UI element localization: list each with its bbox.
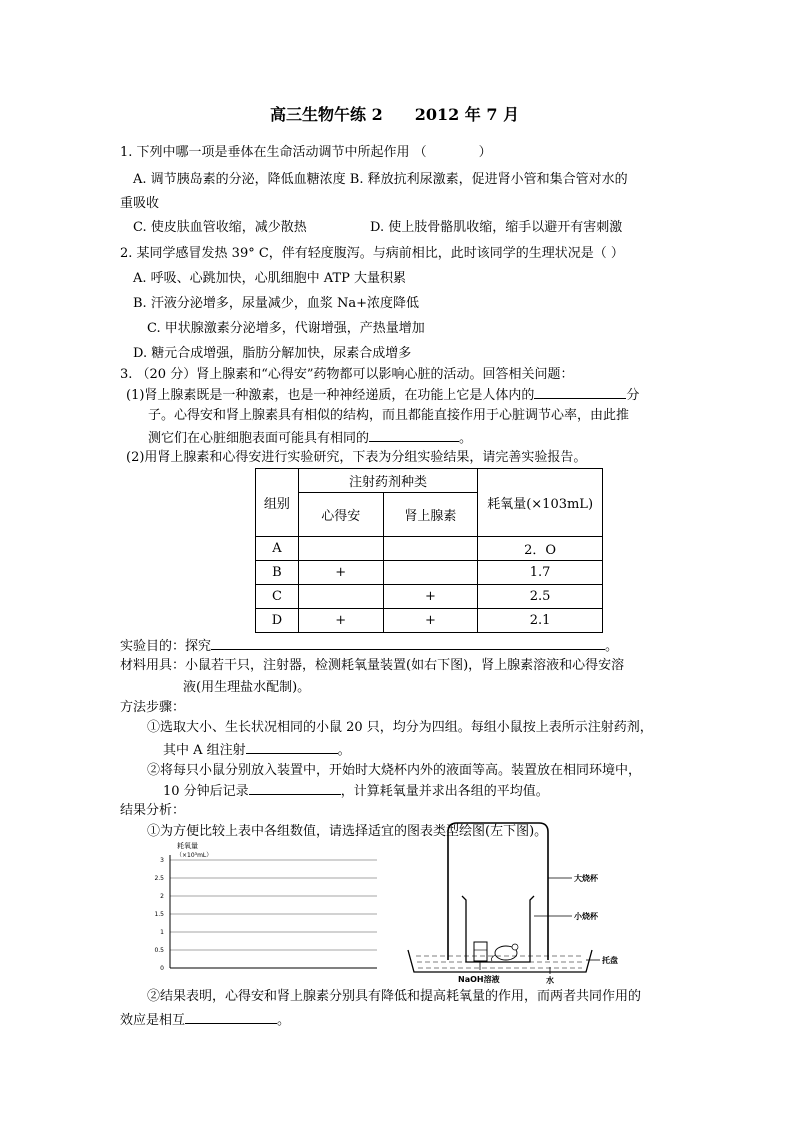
answer-blank-3[interactable]	[211, 636, 605, 650]
answer-blank-5[interactable]	[249, 781, 341, 795]
table-row	[256, 585, 603, 609]
table-cell: D	[256, 609, 299, 633]
method-step1-line1: ①选取大小、生长状况相同的小鼠 20 只，均分为四组。每组小鼠按上表所示注射药剂，	[147, 720, 653, 735]
table-cell: +	[298, 561, 383, 585]
graph-tick-label: 3	[160, 857, 164, 864]
table-cell: +	[383, 609, 478, 633]
table-cell: 1.7	[478, 561, 603, 585]
table-cell: +	[298, 609, 383, 633]
q1-option-c: C. 使皮肤血管收缩，减少散热	[133, 220, 307, 235]
mouse-icon	[491, 944, 518, 961]
graph-yunit: （×10³mL）	[176, 852, 213, 859]
result-item2-line2	[120, 1010, 290, 1030]
table-cell	[383, 561, 478, 585]
method-step2-line1: ②将每只小鼠分别放入装置中，开始时大烧杯内外的液面等高。装置放在相同环境中，	[147, 763, 642, 778]
apparatus-diagram	[400, 820, 640, 990]
label-tray: 托盘	[602, 956, 618, 965]
blank-graph	[140, 840, 385, 980]
method-heading: 方法步骤：	[120, 700, 186, 715]
graph-tick-label: 0.5	[154, 947, 164, 954]
result-item2-tail: 。	[277, 1013, 291, 1028]
q2-option-b: B. 汗液分泌增多，尿量减少，血浆 Na+浓度降低	[133, 296, 419, 311]
q3-part1-line3-text: 测它们在心脏细胞表面可能具有相同的	[148, 431, 370, 446]
page-title: 高三生物午练 2 2012 年 7 月	[270, 105, 520, 124]
table-row	[256, 537, 603, 561]
q3-part2-stem: (2)用肾上腺素和心得安进行实验研究，下表为分组实验结果，请完善实验报告。	[126, 450, 587, 465]
graph-tick-label: 1.5	[154, 911, 164, 918]
graph-tick-label: 2	[160, 893, 164, 900]
graph-tick-label: 1	[160, 929, 164, 936]
answer-blank-1[interactable]	[534, 385, 626, 399]
result-heading: 结果分析：	[120, 803, 186, 818]
result-item2-line1: ②结果表明，心得安和肾上腺素分别具有降低和提高耗氧量的作用，而两者共同作用的	[147, 989, 642, 1004]
table-header-o2: 耗氧量(×103mL)	[478, 469, 603, 537]
graph-tick-label: 2.5	[154, 875, 164, 882]
q1-option-d: D. 使上肢骨骼肌收缩，缩手以避开有害刺激	[370, 220, 623, 235]
result-item2-text: 效应是相互	[120, 1013, 186, 1028]
table-row	[256, 609, 603, 633]
method-step2-line2	[163, 781, 549, 801]
q3-stem: 3. （20 分）肾上腺素和“心得安”药物都可以影响心脏的活动。回答相关问题：	[120, 367, 574, 382]
table-cell	[298, 537, 383, 561]
big-beaker-shape	[448, 823, 548, 960]
result-item1: ①为方便比较上表中各组数值，请选择适宜的图表类型绘图(左下图)。	[147, 824, 548, 839]
label-naoh: NaOH溶液	[458, 975, 500, 984]
materials-line1: 材料用具：小鼠若干只，注射器，检测耗氧量装置(如右下图)，肾上腺素溶液和心得安溶	[120, 658, 625, 673]
q2-stem: 2. 某同学感冒发热 39° C，伴有轻度腹泻。与病前相比，此时该同学的生理状况是（ ）	[120, 246, 624, 261]
q3-part1-line3-tail: 。	[459, 431, 473, 446]
table-cell: +	[383, 585, 478, 609]
answer-blank-2[interactable]	[369, 428, 459, 442]
q3-part1-line3	[148, 428, 472, 448]
answer-blank-6[interactable]	[185, 1010, 277, 1024]
graph-tick-label: 0	[160, 965, 164, 972]
table-row	[256, 561, 603, 585]
method-step1-text: 其中 A 组注射	[163, 743, 246, 758]
q1-option-ab: A. 调节胰岛素的分泌，降低血糖浓度 B. 释放抗利尿激素，促进肾小管和集合管对水的	[133, 172, 628, 187]
q2-option-a: A. 呼吸、心跳加快，心肌细胞中 ATP 大量积累	[133, 271, 407, 286]
q3-part1-line1	[126, 385, 639, 405]
table-header-xindean: 心得安	[298, 493, 383, 537]
table-cell	[298, 585, 383, 609]
method-step2-tail: ，计算耗氧量并求出各组的平均值。	[340, 784, 549, 799]
materials-line2: 液(用生理盐水配制)。	[183, 680, 311, 695]
table-cell: A	[256, 537, 299, 561]
table-cell: B	[256, 561, 299, 585]
method-step1-line2	[163, 740, 351, 760]
q1-stem: 1. 下列中哪一项是垂体在生命活动调节中所起作用 （ ）	[120, 145, 492, 160]
label-big-beaker: 大烧杯	[574, 874, 598, 883]
graph-ylabel: 耗氧量	[177, 842, 198, 850]
naoh-vessel	[474, 942, 487, 961]
purpose-label: 实验目的：探究	[120, 639, 212, 654]
method-step2-text: 10 分钟后记录	[163, 784, 249, 799]
q3-part1-line2: 子。心得安和肾上腺素具有相似的结构，而且都能直接作用于心脏调节心率，由此推	[148, 408, 630, 423]
table-cell: 2．O	[478, 537, 603, 561]
table-cell: 2.1	[478, 609, 603, 633]
answer-blank-4[interactable]	[246, 740, 338, 754]
q1-option-b-cont: 重吸收	[120, 196, 160, 211]
purpose-line	[120, 636, 618, 656]
experiment-table	[255, 468, 603, 633]
label-small-beaker: 小烧杯	[574, 912, 598, 921]
q2-option-c: C. 甲状腺激素分泌增多，代谢增强，产热量增加	[147, 321, 425, 336]
table-header-group: 组别	[256, 469, 299, 537]
table-header-adrenaline: 肾上腺素	[383, 493, 478, 537]
table-header-inject: 注射药剂种类	[298, 469, 477, 493]
method-step1-tail: 。	[337, 743, 351, 758]
purpose-tail: 。	[605, 639, 619, 654]
q2-option-d: D. 糖元合成增强，脂肪分解加快，尿素合成增多	[133, 346, 412, 361]
table-cell	[383, 537, 478, 561]
label-water: 水	[546, 976, 554, 985]
q3-part1-text: (1)肾上腺素既是一种激素，也是一种神经递质，在功能上它是人体内的	[126, 388, 535, 403]
table-cell: 2.5	[478, 585, 603, 609]
table-cell: C	[256, 585, 299, 609]
q3-part1-tail: 分	[626, 388, 640, 403]
